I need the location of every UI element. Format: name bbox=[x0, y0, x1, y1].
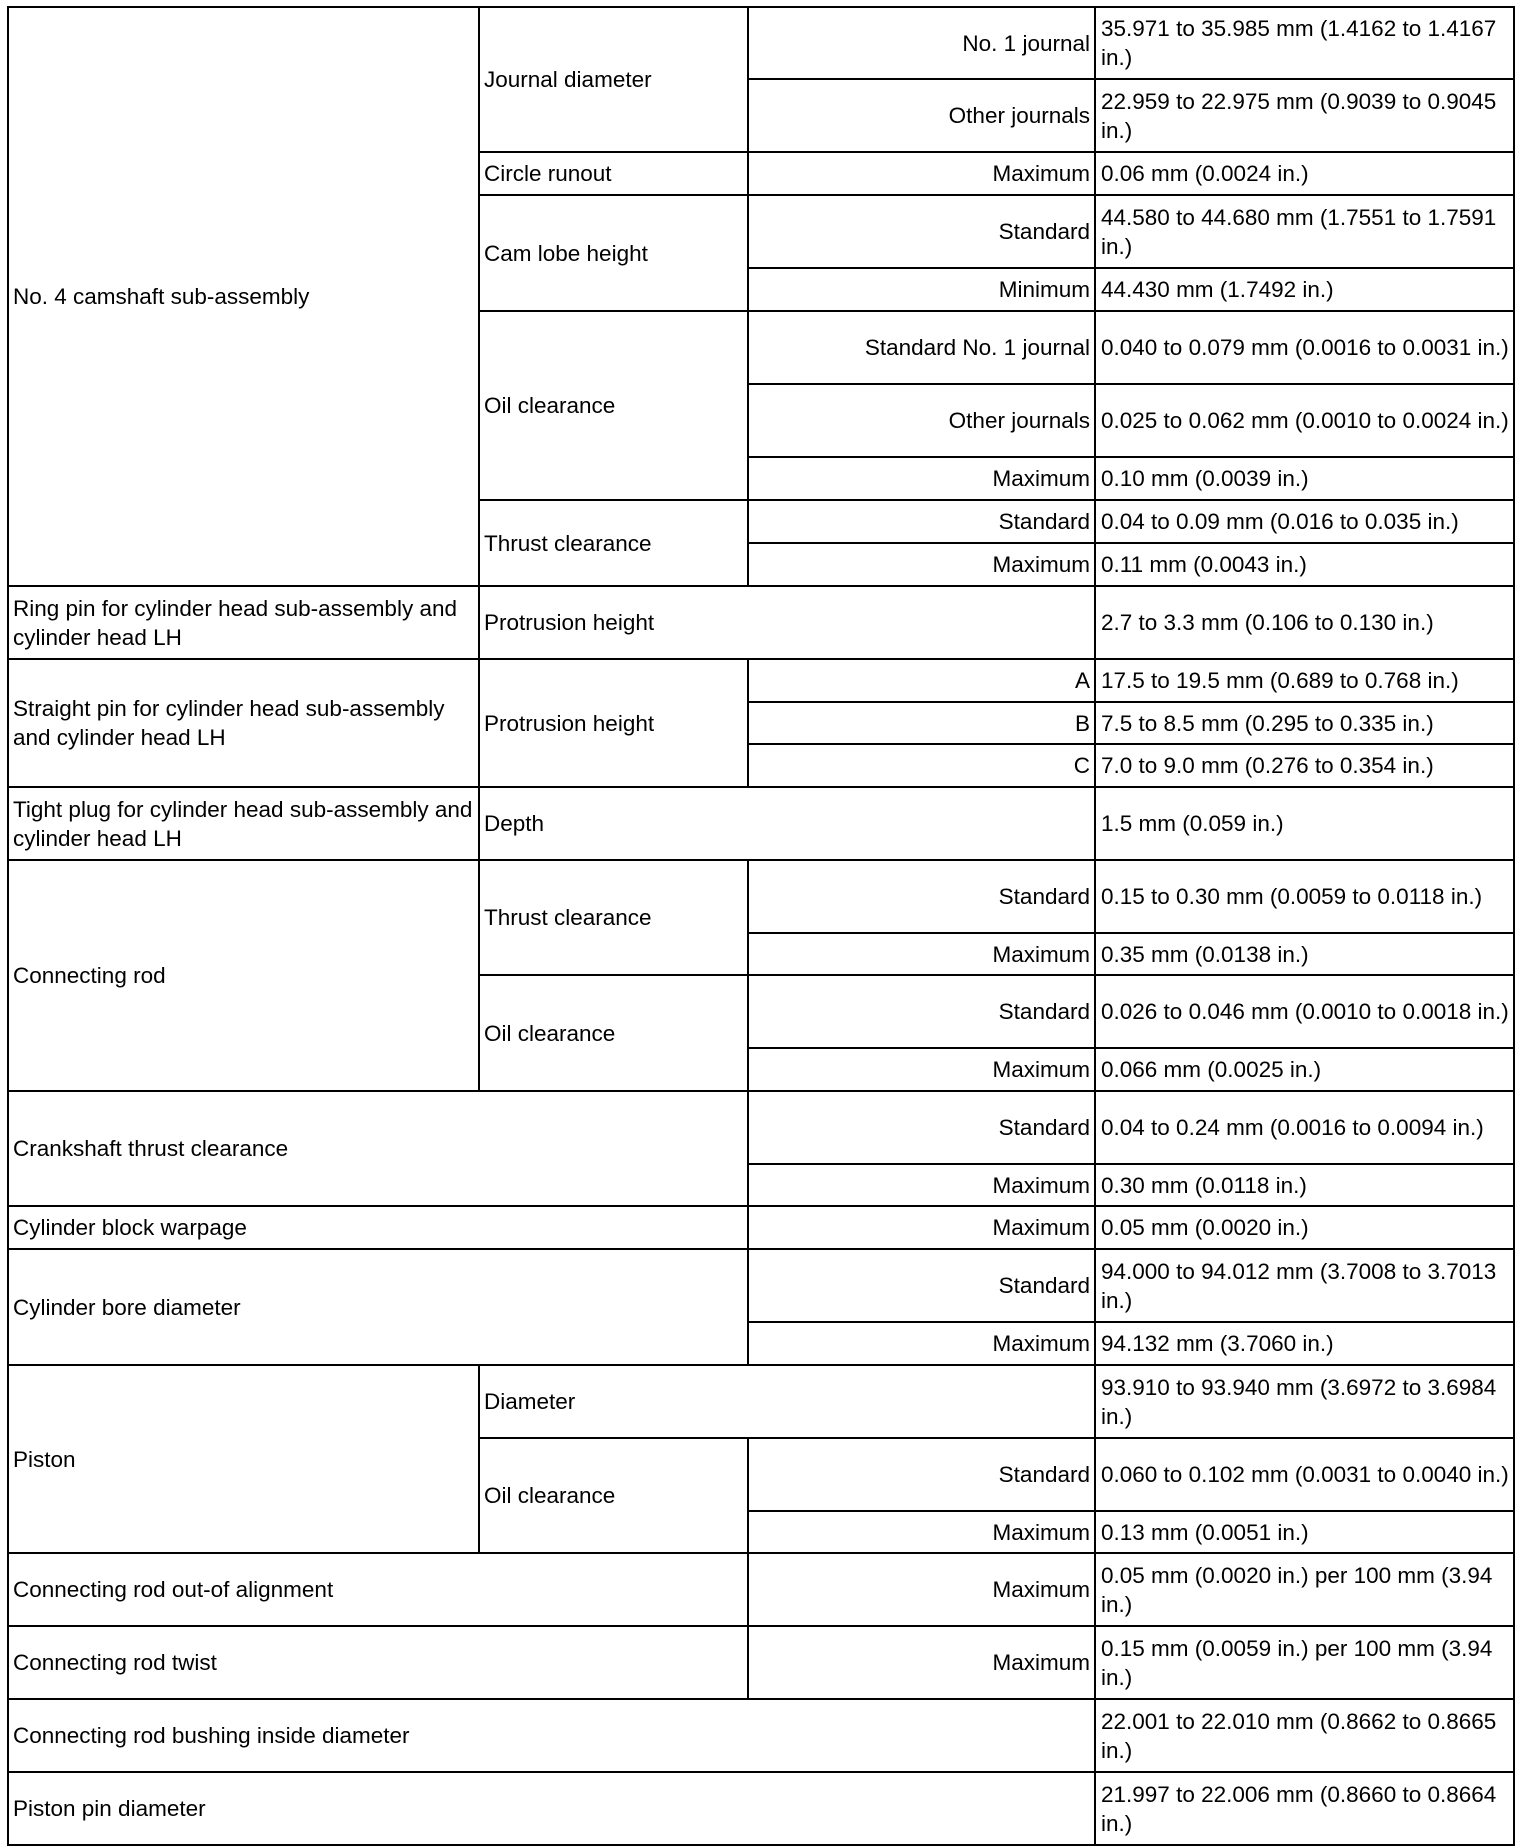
value-journal-no1: 35.971 to 35.985 mm (1.4162 to 1.4167 in.) bbox=[1095, 7, 1514, 79]
cond-a: A bbox=[748, 659, 1095, 702]
cond-standard: Standard bbox=[748, 1249, 1095, 1322]
item-connecting-rod: Connecting rod bbox=[8, 860, 479, 1091]
value-straight-pin-a: 17.5 to 19.5 mm (0.689 to 0.768 in.) bbox=[1095, 659, 1514, 702]
item-piston-pin-diameter: Piston pin diameter bbox=[8, 1772, 1095, 1845]
value-ring-pin-protrusion: 2.7 to 3.3 mm (0.106 to 0.130 in.) bbox=[1095, 586, 1514, 659]
value-oil-clearance-maximum: 0.10 mm (0.0039 in.) bbox=[1095, 457, 1514, 500]
value-cam-lobe-standard: 44.580 to 44.680 mm (1.7551 to 1.7591 in.) bbox=[1095, 195, 1514, 268]
value-thrust-clearance-maximum: 0.11 mm (0.0043 in.) bbox=[1095, 543, 1514, 586]
cond-maximum: Maximum bbox=[748, 1048, 1095, 1091]
table-row bbox=[8, 7, 1514, 79]
value-bushing-inside-diameter: 22.001 to 22.010 mm (0.8662 to 0.8665 in.) bbox=[1095, 1699, 1514, 1772]
value-rod-thrust-standard: 0.15 to 0.30 mm (0.0059 to 0.0118 in.) bbox=[1095, 860, 1514, 933]
cond-maximum: Maximum bbox=[748, 933, 1095, 975]
param-thrust-clearance: Thrust clearance bbox=[479, 860, 748, 975]
param-protrusion-height: Protrusion height bbox=[479, 659, 748, 787]
value-piston-pin-diameter: 21.997 to 22.006 mm (0.8660 to 0.8664 in.) bbox=[1095, 1772, 1514, 1845]
cond-standard: Standard bbox=[748, 195, 1095, 268]
param-thrust-clearance: Thrust clearance bbox=[479, 500, 748, 586]
item-rod-twist: Connecting rod twist bbox=[8, 1626, 748, 1699]
value-straight-pin-b: 7.5 to 8.5 mm (0.295 to 0.335 in.) bbox=[1095, 702, 1514, 744]
table-row bbox=[8, 1206, 1514, 1249]
value-piston-oil-standard: 0.060 to 0.102 mm (0.0031 to 0.0040 in.) bbox=[1095, 1438, 1514, 1511]
table-row bbox=[8, 1553, 1514, 1626]
table-row bbox=[8, 787, 1514, 860]
item-cylinder-block-warpage: Cylinder block warpage bbox=[8, 1206, 748, 1249]
cond-minimum: Minimum bbox=[748, 268, 1095, 311]
cond-c: C bbox=[748, 744, 1095, 787]
cond-other-journals: Other journals bbox=[748, 384, 1095, 457]
cond-standard: Standard bbox=[748, 1438, 1095, 1511]
param-depth: Depth bbox=[479, 787, 1095, 860]
value-rod-alignment: 0.05 mm (0.0020 in.) per 100 mm (3.94 in.) bbox=[1095, 1553, 1514, 1626]
cond-standard: Standard bbox=[748, 500, 1095, 543]
cond-maximum: Maximum bbox=[748, 457, 1095, 500]
cond-maximum: Maximum bbox=[748, 1164, 1095, 1206]
value-block-warpage: 0.05 mm (0.0020 in.) bbox=[1095, 1206, 1514, 1249]
param-diameter: Diameter bbox=[479, 1365, 1095, 1438]
cond-maximum: Maximum bbox=[748, 1553, 1095, 1626]
cond-maximum: Maximum bbox=[748, 1626, 1095, 1699]
value-piston-diameter: 93.910 to 93.940 mm (3.6972 to 3.6984 in.) bbox=[1095, 1365, 1514, 1438]
cond-standard-no1-journal: Standard No. 1 journal bbox=[748, 311, 1095, 384]
item-rod-out-of-alignment: Connecting rod out-of alignment bbox=[8, 1553, 748, 1626]
cond-standard: Standard bbox=[748, 1091, 1095, 1164]
item-tight-plug: Tight plug for cylinder head sub-assembly and cylinder head LH bbox=[8, 787, 479, 860]
table-row bbox=[8, 659, 1514, 702]
table-row bbox=[8, 860, 1514, 933]
param-circle-runout: Circle runout bbox=[479, 152, 748, 195]
value-oil-clearance-no1: 0.040 to 0.079 mm (0.0016 to 0.0031 in.) bbox=[1095, 311, 1514, 384]
value-crankshaft-standard: 0.04 to 0.24 mm (0.0016 to 0.0094 in.) bbox=[1095, 1091, 1514, 1164]
value-rod-twist: 0.15 mm (0.0059 in.) per 100 mm (3.94 in.) bbox=[1095, 1626, 1514, 1699]
table-row bbox=[8, 586, 1514, 659]
item-cylinder-bore-diameter: Cylinder bore diameter bbox=[8, 1249, 748, 1365]
cond-standard: Standard bbox=[748, 860, 1095, 933]
value-journal-other: 22.959 to 22.975 mm (0.9039 to 0.9045 in.) bbox=[1095, 79, 1514, 152]
cond-other-journals: Other journals bbox=[748, 79, 1095, 152]
value-tight-plug-depth: 1.5 mm (0.059 in.) bbox=[1095, 787, 1514, 860]
table-row bbox=[8, 1365, 1514, 1438]
value-cam-lobe-minimum: 44.430 mm (1.7492 in.) bbox=[1095, 268, 1514, 311]
value-oil-clearance-other: 0.025 to 0.062 mm (0.0010 to 0.0024 in.) bbox=[1095, 384, 1514, 457]
item-ring-pin: Ring pin for cylinder head sub-assembly and cylinder head LH bbox=[8, 586, 479, 659]
value-rod-thrust-maximum: 0.35 mm (0.0138 in.) bbox=[1095, 933, 1514, 975]
value-thrust-clearance-standard: 0.04 to 0.09 mm (0.016 to 0.035 in.) bbox=[1095, 500, 1514, 543]
value-piston-oil-maximum: 0.13 mm (0.0051 in.) bbox=[1095, 1511, 1514, 1553]
cond-b: B bbox=[748, 702, 1095, 744]
cond-standard: Standard bbox=[748, 975, 1095, 1048]
param-oil-clearance: Oil clearance bbox=[479, 311, 748, 500]
param-oil-clearance: Oil clearance bbox=[479, 975, 748, 1091]
table-row bbox=[8, 1699, 1514, 1772]
item-straight-pin: Straight pin for cylinder head sub-assembly and cylinder head LH bbox=[8, 659, 479, 787]
item-bushing-inside-diameter: Connecting rod bushing inside diameter bbox=[8, 1699, 1095, 1772]
value-circle-runout: 0.06 mm (0.0024 in.) bbox=[1095, 152, 1514, 195]
cond-maximum: Maximum bbox=[748, 1206, 1095, 1249]
value-crankshaft-maximum: 0.30 mm (0.0118 in.) bbox=[1095, 1164, 1514, 1206]
table-row bbox=[8, 1091, 1514, 1164]
param-oil-clearance: Oil clearance bbox=[479, 1438, 748, 1553]
param-protrusion-height: Protrusion height bbox=[479, 586, 1095, 659]
cond-maximum: Maximum bbox=[748, 543, 1095, 586]
table-row bbox=[8, 1249, 1514, 1322]
item-piston: Piston bbox=[8, 1365, 479, 1553]
table-row bbox=[8, 1772, 1514, 1845]
value-bore-standard: 94.000 to 94.012 mm (3.7008 to 3.7013 in.) bbox=[1095, 1249, 1514, 1322]
value-straight-pin-c: 7.0 to 9.0 mm (0.276 to 0.354 in.) bbox=[1095, 744, 1514, 787]
item-crankshaft-thrust-clearance: Crankshaft thrust clearance bbox=[8, 1091, 748, 1206]
param-cam-lobe-height: Cam lobe height bbox=[479, 195, 748, 311]
specification-table bbox=[7, 6, 1515, 1846]
param-journal-diameter: Journal diameter bbox=[479, 7, 748, 152]
table-row bbox=[8, 1626, 1514, 1699]
value-rod-oil-maximum: 0.066 mm (0.0025 in.) bbox=[1095, 1048, 1514, 1091]
value-bore-maximum: 94.132 mm (3.7060 in.) bbox=[1095, 1322, 1514, 1365]
item-no4-camshaft: No. 4 camshaft sub-assembly bbox=[8, 7, 479, 586]
cond-maximum: Maximum bbox=[748, 152, 1095, 195]
cond-no1-journal: No. 1 journal bbox=[748, 7, 1095, 79]
value-rod-oil-standard: 0.026 to 0.046 mm (0.0010 to 0.0018 in.) bbox=[1095, 975, 1514, 1048]
cond-maximum: Maximum bbox=[748, 1322, 1095, 1365]
cond-maximum: Maximum bbox=[748, 1511, 1095, 1553]
